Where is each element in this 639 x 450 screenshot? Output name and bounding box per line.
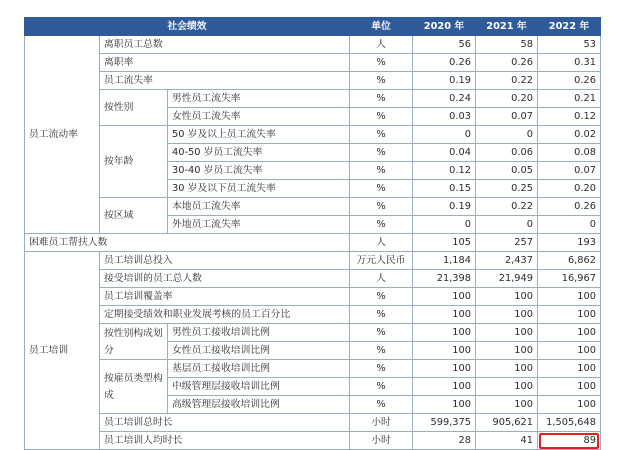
- row-label: 男性员工接收培训比例: [168, 324, 350, 342]
- value-2020: 100: [413, 378, 476, 396]
- value-2022: 6,862: [538, 252, 601, 270]
- value-2021: 58: [476, 36, 538, 54]
- row-unit: %: [350, 378, 413, 396]
- value-2020: 0.19: [413, 198, 476, 216]
- subgroup-by-age: 按年龄: [100, 126, 168, 198]
- value-2020: 100: [413, 306, 476, 324]
- group-turnover: 员工流动率: [25, 36, 100, 234]
- value-2020: 0: [413, 126, 476, 144]
- value-2020: 0.19: [413, 72, 476, 90]
- subgroup-by-gender: 按性别: [100, 90, 168, 126]
- value-2020: 0.15: [413, 180, 476, 198]
- table-row: [25, 90, 601, 108]
- table-row: [25, 234, 601, 252]
- value-2021: 0.05: [476, 162, 538, 180]
- value-2022: 53: [538, 36, 601, 54]
- value-2022: 100: [538, 396, 601, 414]
- row-label: 员工流失率: [100, 72, 350, 90]
- row-label: 定期接受绩效和职业发展考核的员工百分比: [100, 306, 350, 324]
- value-2020: 0: [413, 216, 476, 234]
- value-2022: 0.20: [538, 180, 601, 198]
- value-2021: 257: [476, 234, 538, 252]
- value-2021: 100: [476, 306, 538, 324]
- value-2020: 0.26: [413, 54, 476, 72]
- row-unit: %: [350, 342, 413, 360]
- row-label: 离职员工总数: [100, 36, 350, 54]
- row-unit: %: [350, 90, 413, 108]
- value-2021: 0: [476, 126, 538, 144]
- value-2021: 21,949: [476, 270, 538, 288]
- group-training: 员工培训: [25, 252, 100, 450]
- value-2022: 1,505,648: [538, 414, 601, 432]
- value-2020: 56: [413, 36, 476, 54]
- row-unit: %: [350, 306, 413, 324]
- value-2020: 100: [413, 324, 476, 342]
- value-2022: 100: [538, 360, 601, 378]
- value-2020: 105: [413, 234, 476, 252]
- header-row: [25, 18, 601, 36]
- value-2020: 100: [413, 342, 476, 360]
- value-2020: 0.03: [413, 108, 476, 126]
- value-2021: 100: [476, 342, 538, 360]
- value-2022: 0.21: [538, 90, 601, 108]
- row-unit: %: [350, 324, 413, 342]
- header-unit: 单位: [350, 18, 413, 36]
- table-row: [25, 324, 601, 342]
- row-unit: %: [350, 288, 413, 306]
- row-label: 女性员工接收培训比例: [168, 342, 350, 360]
- row-label: 女性员工流失率: [168, 108, 350, 126]
- row-unit: %: [350, 180, 413, 198]
- value-2020: 0.04: [413, 144, 476, 162]
- table-row: [25, 414, 601, 432]
- value-2021: 100: [476, 288, 538, 306]
- table-row: [25, 72, 601, 90]
- table-row: [25, 432, 601, 450]
- header-year-2020: 2020 年: [413, 18, 476, 36]
- row-label: 40-50 岁员工流失率: [168, 144, 350, 162]
- value-2022: 0.07: [538, 162, 601, 180]
- value-2021: 2,437: [476, 252, 538, 270]
- value-2021: 0.06: [476, 144, 538, 162]
- table-row: [25, 360, 601, 378]
- social-performance-table: [24, 17, 601, 450]
- value-2022: 100: [538, 342, 601, 360]
- table-row: [25, 36, 601, 54]
- value-2020: 21,398: [413, 270, 476, 288]
- value-2020: 100: [413, 360, 476, 378]
- subgroup-training-by-gender: 按性别构成划分: [100, 324, 168, 360]
- value-2021: 0.07: [476, 108, 538, 126]
- value-2022: 100: [538, 306, 601, 324]
- table-row: [25, 270, 601, 288]
- value-2021: 0.26: [476, 54, 538, 72]
- value-2022: 16,967: [538, 270, 601, 288]
- table-row: [25, 198, 601, 216]
- row-unit: %: [350, 198, 413, 216]
- value-2021: 905,621: [476, 414, 538, 432]
- value-2022: 0.26: [538, 72, 601, 90]
- subgroup-training-by-type: 按雇员类型构成: [100, 360, 168, 414]
- value-2020: 1,184: [413, 252, 476, 270]
- value-2022: 0.26: [538, 198, 601, 216]
- row-label: 基层员工接收培训比例: [168, 360, 350, 378]
- value-2020: 0.24: [413, 90, 476, 108]
- table-row: [25, 252, 601, 270]
- value-2022: 0.12: [538, 108, 601, 126]
- value-2020: 28: [413, 432, 476, 450]
- row-unit: 人: [350, 234, 413, 252]
- row-label: 离职率: [100, 54, 350, 72]
- row-label: 困难员工帮扶人数: [25, 234, 350, 252]
- row-label: 接受培训的员工总人数: [100, 270, 350, 288]
- row-unit: 万元人民币: [350, 252, 413, 270]
- row-label: 外地员工流失率: [168, 216, 350, 234]
- row-unit: %: [350, 216, 413, 234]
- row-unit: %: [350, 144, 413, 162]
- value-2020: 599,375: [413, 414, 476, 432]
- value-2021: 0: [476, 216, 538, 234]
- value-2021: 0.20: [476, 90, 538, 108]
- value-2021: 0.25: [476, 180, 538, 198]
- header-label: 社会绩效: [25, 18, 350, 36]
- row-label: 男性员工流失率: [168, 90, 350, 108]
- row-unit: %: [350, 126, 413, 144]
- subgroup-by-region: 按区域: [100, 198, 168, 234]
- value-2022: 100: [538, 324, 601, 342]
- row-label: 员工培训人均时长: [100, 432, 350, 450]
- table-row: [25, 54, 601, 72]
- row-unit: %: [350, 396, 413, 414]
- row-label: 30-40 岁员工流失率: [168, 162, 350, 180]
- value-2020: 0.12: [413, 162, 476, 180]
- value-2021: 41: [476, 432, 538, 450]
- row-unit: %: [350, 54, 413, 72]
- row-unit: 人: [350, 270, 413, 288]
- row-unit: %: [350, 360, 413, 378]
- row-label: 员工培训覆盖率: [100, 288, 350, 306]
- value-2021: 0.22: [476, 72, 538, 90]
- value-2020: 100: [413, 396, 476, 414]
- row-label: 中级管理层接收培训比例: [168, 378, 350, 396]
- table-row: [25, 306, 601, 324]
- row-unit: 人: [350, 36, 413, 54]
- header-year-2022: 2022 年: [538, 18, 601, 36]
- row-label: 高级管理层接收培训比例: [168, 396, 350, 414]
- value-2022: 0.02: [538, 126, 601, 144]
- table-row: [25, 126, 601, 144]
- table-row: [25, 288, 601, 306]
- row-label: 员工培训总投入: [100, 252, 350, 270]
- performance-table-container: [24, 17, 601, 450]
- header-year-2021: 2021 年: [476, 18, 538, 36]
- value-2022: 193: [538, 234, 601, 252]
- row-unit: %: [350, 162, 413, 180]
- row-label: 50 岁及以上员工流失率: [168, 126, 350, 144]
- value-2021: 100: [476, 360, 538, 378]
- value-2022: 100: [538, 378, 601, 396]
- row-label: 30 岁及以下员工流失率: [168, 180, 350, 198]
- row-unit: %: [350, 108, 413, 126]
- row-label: 本地员工流失率: [168, 198, 350, 216]
- value-2022: 0.31: [538, 54, 601, 72]
- row-label: 员工培训总时长: [100, 414, 350, 432]
- value-2022: 0.08: [538, 144, 601, 162]
- highlighted-value-2022: 89: [538, 432, 601, 450]
- row-unit: %: [350, 72, 413, 90]
- value-2021: 100: [476, 396, 538, 414]
- value-2022: 0: [538, 216, 601, 234]
- value-2022: 100: [538, 288, 601, 306]
- value-2021: 100: [476, 324, 538, 342]
- value-2020: 100: [413, 288, 476, 306]
- row-unit: 小时: [350, 432, 413, 450]
- value-2021: 0.22: [476, 198, 538, 216]
- value-2021: 100: [476, 378, 538, 396]
- row-unit: 小时: [350, 414, 413, 432]
